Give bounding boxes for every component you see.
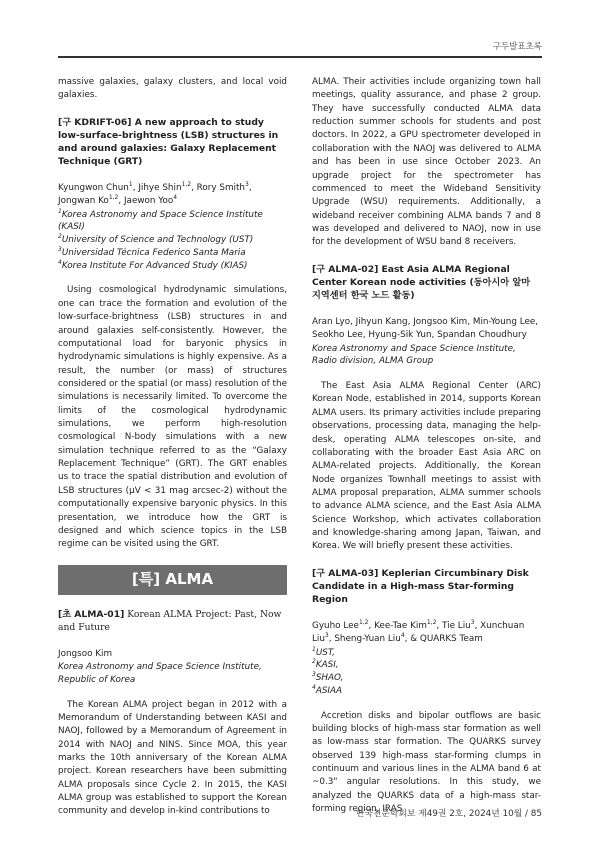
running-header: 구두발표초록 (492, 42, 542, 52)
kdrift-title: [구 KDRIFT-06] A new approach to study low-surface-brightness (LSB) structures in and around galaxies: Galaxy Replacement Technique (GRT) (58, 116, 279, 167)
intro-continuation: massive galaxies, galaxy clusters, and local void galaxies. (58, 77, 287, 101)
alma02-authors: Aran Lyo, Jihyun Kang, Jongsoo Kim, Min-Young Lee, Seokho Lee, Hyung-Sik Yun, Spandan Choudhury (312, 316, 539, 341)
alma02-affiliation: Korea Astronomy and Space Science Institute, Radio division, ALMA Group (312, 343, 516, 367)
left-column (58, 76, 287, 819)
alma01-authors: Jongsoo Kim (58, 648, 113, 659)
kdrift-abstract: Using cosmological hydrodynamic simulations, one can trace the formation and evolution of the low-surface-brightness (LSB) structures in and around galaxies self-consistently. However, the computational load for baryonic physics in hydrodynamic simulations is highly expensive. As a result, the number (or mass) of structures considered or the spatial (or mass) resolution of the simulations is necessarily limited. To overcome the limits of the cosmological hydrodynamic simulations, we perform high-resolution cosmological N-body simulations with a new simulation technique referred to as the “Galaxy Replacement Technique” (GRT). The GRT enables us to trace the spatial distribution and evolution of LSB structures (μV < 31 mag arcsec-2) without the computationally expensive baryonic physics. In this presentation, we introduce how the GRT is designed and which science topics in the LSB regime can be visited using the GRT. (58, 285, 287, 550)
alma03-authors: Gyuho Lee$^{1,2}$, Kee-Tae Kim$^{1,2}$, Tie Liu$^3$, Xunchuan Liu$^3$, Sheng-Yuan Liu$^4$, & QUARKS Team (312, 619, 525, 645)
alma02-title: [구 ALMA-02] East Asia ALMA Regional Center Korean node activities (동아시아 알마 지역센터 한국 노드 활동) (312, 263, 531, 301)
kdrift-authors: Kyungwon Chun$^1$, Jihye Shin$^{1,2}$, Rory Smith$^3$, Jongwan Ko$^{1,2}$, Jaewon Yoo$^4$ (58, 181, 252, 207)
header-rule (58, 56, 542, 58)
alma03-abstract: Accretion disks and bipolar outflows are basic building blocks of high-mass star formation as well as low-mass star formation. The QUARKS survey observed 139 high-mass star-forming clumps in continuum and various lines in the ALMA band 6 at ~0.3" angular resolutions. In this study, we analyzed the QUARKS data of a high-mass star-forming region, IRAS (312, 710, 541, 815)
alma01-abstract-continuation: ALMA. Their activities include organizing town hall meetings, quality assurance, and phase 2 group. They have successfully conducted ALMA data reduction summer schools for students and post doctors. In 2022, a GPU spectrometer developed in collaboration with the NAOJ was delivered to ALMA and has been in use since October 2023. An upgrade project for the spectrometer has commenced to meet the Wideband Sensitivity Upgrade (WSU) requirements. Additionally, a wideband receiver combining ALMA bands 7 and 8 was developed and delivered to NAOJ, now in use for the development of WSU band 8 receivers. (312, 77, 541, 248)
section-banner-alma: [특] ALMA (58, 565, 287, 595)
alma03-affiliations: $^1$UST, $^2$KASI, $^3$SHAO, $^4$ASIAA (312, 645, 344, 696)
right-column (312, 76, 541, 817)
alma01-title: [초 ALMA-01] Korean ALMA Project: Past, Now and Future (58, 608, 282, 633)
alma03-title: [구 ALMA-03] Keplerian Circumbinary Disk Candidate in a High-mass Star-forming Region (312, 567, 529, 605)
alma01-affiliation: Korea Astronomy and Space Science Institute, Republic of Korea (58, 662, 262, 685)
alma02-abstract: The East Asia ALMA Regional Center (ARC) Korean Node, established in 2014, supports Korean ALMA users. Its primary activities include preparing observations, processing data, managing the help-desk, operating ALMA telescopes on-site, and collaborating with the broader East Asia ARC on ALMA-related projects. Additionally, the Korean Node organizes Townhall meetings to assist with ALMA proposal preparation, ALMA summer schools to advance ALMA science, and the East Asia ALMA Science Workshop, which activates collaboration and knowledge-sharing among Japan, Taiwan, and Korea. We will briefly present these activities. (312, 381, 541, 552)
page-footer: 한국천문학회보 제49권 2호, 2024년 10월 / 85 (355, 809, 542, 819)
kdrift-affiliations: $^1$Korea Astronomy and Space Science Institute (KASI) $^2$University of Science and Technology (UST) $^3$Universidad Técnica Federico Santa Maria $^4$Korea Institute For Advanced Study (KIAS) (58, 207, 263, 271)
alma01-abstract: The Korean ALMA project began in 2012 with a Memorandum of Understanding between KASI and NAOJ, followed by a Memorandum of Agreement in 2014 with NAOJ and NINS. Since MOA, this year marks the 10th anniversary of the Korean ALMA project. Korean researchers have been submitting ALMA proposals since Cycle 2. In 2015, the KASI ALMA group was established to support the Korean community and develop in-kind contributions to (58, 699, 287, 817)
